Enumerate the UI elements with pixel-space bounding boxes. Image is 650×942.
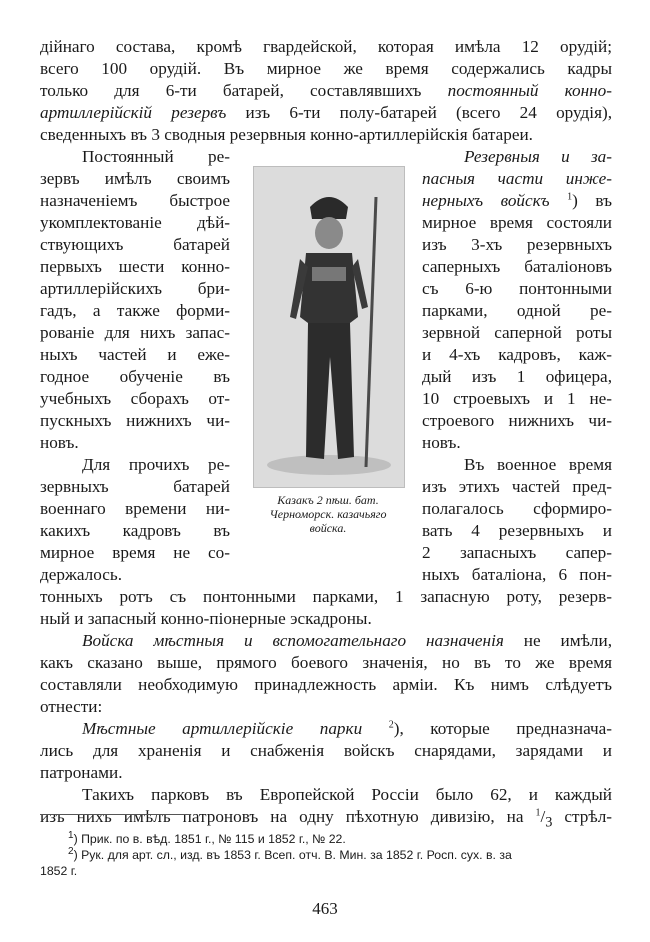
cossack-figure-image bbox=[254, 167, 404, 487]
left-column-line: рованіе для нихъ запас- bbox=[40, 323, 230, 342]
left-column-line: первыхъ шести конно- bbox=[40, 257, 230, 276]
right-column-line: съ 6-ю понтонными bbox=[422, 279, 612, 298]
text-line: лись для храненія и снабженія войскъ снарядами, зарядами и bbox=[40, 741, 612, 760]
cossack-illustration bbox=[253, 166, 405, 488]
right-column-line: изъ этихъ частей пред- bbox=[422, 477, 612, 496]
text-line: Войска мѣстныя и вспомогательнаго назначенія не имѣли, bbox=[82, 631, 612, 650]
right-column-line: мирное время состояли bbox=[422, 213, 612, 232]
right-column-line: вать 4 резервныхъ и bbox=[422, 521, 612, 540]
right-column-line: нерныхъ войскъ $^1$) въ bbox=[422, 191, 612, 210]
right-column-line: 10 строевыхъ и 1 не- bbox=[422, 389, 612, 408]
left-column-line: зервъ имѣлъ своимъ bbox=[40, 169, 230, 188]
left-column-line: годное обученіе въ bbox=[40, 367, 230, 386]
left-column-line: какихъ кадровъ въ bbox=[40, 521, 230, 540]
left-column-line: мирное время не со- bbox=[40, 543, 230, 562]
footnote-rule bbox=[40, 814, 190, 815]
left-column-line: гадъ, а также форми- bbox=[40, 301, 230, 320]
right-column-line: изъ 3-хъ резервныхъ bbox=[422, 235, 612, 254]
text-line: только для 6-ти батарей, составлявшихъ постоянный конно- bbox=[40, 81, 612, 100]
footnote: $^1$) Прик. по в. вѣд. 1851 г., № 115 и 1852 г., № 22. bbox=[68, 829, 346, 846]
left-column-line: военнаго времени ни- bbox=[40, 499, 230, 518]
right-column-line: ныхъ баталіона, 6 пон- bbox=[422, 565, 612, 584]
text-line: артиллерійскій резервъ изъ 6-ти полу-батарей (всего 24 орудія), bbox=[40, 103, 612, 122]
text-line: какъ сказано выше, прямого боевого значенія, но въ то же время bbox=[40, 653, 612, 672]
right-column-line: новъ. bbox=[422, 433, 461, 452]
left-column-line: назначеніемъ быстрое bbox=[40, 191, 230, 210]
text-line: всего 100 орудій. Въ мирное же время содержались кадры bbox=[40, 59, 612, 78]
right-column-line: зервной саперной роты bbox=[422, 323, 612, 342]
text-line: изъ нихъ имѣлъ патроновъ на одну пѣхотную дивизію, на $^1/_3$ стрѣл- bbox=[40, 807, 613, 831]
right-column-line: пасныя части инже- bbox=[422, 169, 612, 188]
text-line: тонныхъ ротъ съ понтонными парками, 1 запасную роту, резерв- bbox=[40, 587, 612, 606]
caption-line: Черноморск. казачьяго bbox=[269, 507, 387, 521]
left-column-line: зервныхъ батарей bbox=[40, 477, 230, 496]
left-column-line: Постоянный ре- bbox=[82, 147, 230, 166]
footnote: $^2$) Рук. для арт. сл., изд. въ 1853 г. Всеп. отч. В. Мин. за 1852 г. Росп. сух. в. за bbox=[68, 845, 512, 862]
text-line: Мѣстные артиллерійскіе парки $^2$), которые предназнача- bbox=[82, 719, 613, 738]
left-column-line: пускныхъ нижнихъ чи- bbox=[40, 411, 230, 430]
figure-caption bbox=[240, 493, 416, 535]
text-line: патронами. bbox=[40, 763, 123, 782]
left-column-line: Для прочихъ ре- bbox=[82, 455, 230, 474]
right-column-line: и 4-хъ кадровъ, каж- bbox=[422, 345, 612, 364]
left-column-line: укомплектованіе дѣй- bbox=[40, 213, 230, 232]
left-column-line: держалось. bbox=[40, 565, 122, 584]
left-column-line: новъ. bbox=[40, 433, 79, 452]
caption-line: Казакъ 2 пѣш. бат. bbox=[277, 493, 379, 507]
right-column-line: Въ военное время bbox=[464, 455, 612, 474]
left-column-line: ствующихъ батарей bbox=[40, 235, 230, 254]
text-line: сведенныхъ въ 3 сводныя резервныя конно-артиллерійскія батареи. bbox=[40, 125, 533, 144]
right-column-line: саперныхъ баталіоновъ bbox=[422, 257, 612, 276]
left-column-line: артиллерійскихъ бри- bbox=[40, 279, 230, 298]
left-column-line: учебныхъ сборахъ от- bbox=[40, 389, 230, 408]
footnote: 1852 г. bbox=[40, 864, 78, 878]
caption-line: войска. bbox=[309, 521, 347, 535]
text-line: дійнаго состава, кромѣ гвардейской, которая имѣла 12 орудій; bbox=[40, 37, 612, 56]
text-line: отнести: bbox=[40, 697, 103, 716]
right-column-line: парками, одной ре- bbox=[422, 301, 612, 320]
right-column-line: Резервныя и за- bbox=[464, 147, 612, 166]
text-line: ный и запасный конно-піонерные эскадроны. bbox=[40, 609, 372, 628]
right-column-line: дый изъ 1 офицера, bbox=[422, 367, 612, 386]
right-column-line: строевого нижнихъ чи- bbox=[422, 411, 612, 430]
right-column-line: 2 запасныхъ сапер- bbox=[422, 543, 612, 562]
right-column-line: полагалось сформиро- bbox=[422, 499, 612, 518]
text-line: составляли необходимую принадлежность арміи. Къ нимъ слѣдуетъ bbox=[40, 675, 612, 694]
text-line: Такихъ парковъ въ Европейской Россіи было 62, и каждый bbox=[82, 785, 612, 804]
page-number: 463 bbox=[312, 899, 338, 918]
left-column-line: ныхъ частей и еже- bbox=[40, 345, 230, 364]
